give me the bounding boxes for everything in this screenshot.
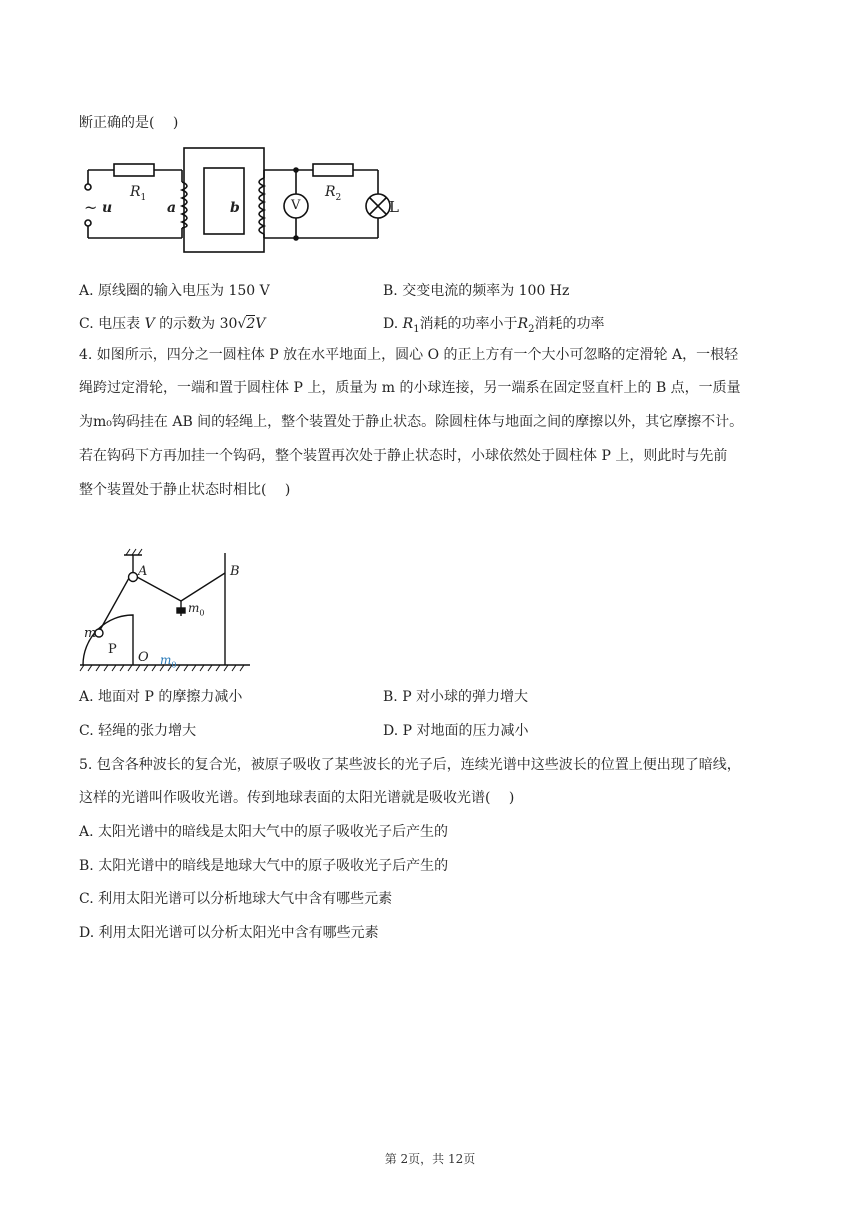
q5-option-a: A. 太阳光谱中的暗线是太阳大气中的原子吸收光子后产生的 [79,824,449,840]
q4-stem-line-3: 为m₀钩码挂在 AB 间的轻绳上，整个装置处于静止状态。除圆柱体与地面之间的摩擦以外，其它摩擦不计。 [79,414,744,430]
label-hanging-m0: $m_0$ [188,601,205,618]
q3-stem-tail: 断正确的是( ) [79,115,179,131]
q5-stem-line-2: 这样的光谱叫作吸收光谱。传到地球表面的太阳光谱就是吸收光谱( ) [79,790,515,806]
q3-option-c: C. 电压表 V 的示数为 30√2V [79,316,266,332]
transformer-circuit-figure [78,140,408,260]
label-ground-m0: $m_0$ [160,653,177,670]
label-coil-b: b [230,200,240,216]
q4-option-d: D. P 对地面的压力减小 [383,723,529,739]
q4-stem-line-4: 若在钩码下方再加挂一个钩码，整个装置再次处于静止状态时，小球依然处于圆柱体 P 上，则此时与先前 [79,448,728,464]
q4-stem-line-1: 4. 如图所示，四分之一圆柱体 P 放在水平地面上，圆心 O 的正上方有一个大小可忽略的定滑轮 A，一根轻 [79,347,739,363]
label-point-b: B [230,564,240,579]
q4-option-c: C. 轻绳的张力增大 [79,723,197,739]
q3-option-b: B. 交变电流的频率为 100 Hz [383,283,570,299]
label-u: u [102,200,113,216]
q3-option-a: A. 原线圈的输入电压为 150 V [79,283,270,299]
label-r1: $R_1$ [130,184,147,203]
ac-source-symbol: ~ [84,198,98,217]
q5-option-c: C. 利用太阳光谱可以分析地球大气中含有哪些元素 [79,891,393,907]
label-pulley-a: A [138,564,148,579]
q5-option-d: D. 利用太阳光谱可以分析太阳光中含有哪些元素 [79,925,379,941]
page-footer: 第 2页，共 12页 [384,1152,476,1166]
q4-option-b: B. P 对小球的弹力增大 [383,689,529,705]
q3-option-d: D. $R_1$消耗的功率小于$R_2$消耗的功率 [383,316,605,335]
label-cylinder-p: P [108,642,117,657]
q5-option-b: B. 太阳光谱中的暗线是地球大气中的原子吸收光子后产生的 [79,858,449,874]
label-r2: $R_2$ [325,184,342,203]
label-lamp: L [389,198,399,216]
q5-stem-line-1: 5. 包含各种波长的复合光，被原子吸收了某些波长的光子后，连续光谱中这些波长的位置上便出现了暗线， [79,757,741,773]
label-coil-a: a [167,200,177,216]
q4-option-a: A. 地面对 P 的摩擦力减小 [79,689,243,705]
q4-stem-line-5: 整个装置处于静止状态时相比( ) [79,482,291,498]
label-ball-m: m [84,626,97,641]
label-center-o: O [138,650,149,665]
q4-stem-line-2: 绳跨过定滑轮，一端和置于圆柱体 P 上，质量为 m 的小球连接，另一端系在固定竖直杆上的 B 点，一质量 [79,380,741,396]
voltmeter-label: V [291,198,301,213]
